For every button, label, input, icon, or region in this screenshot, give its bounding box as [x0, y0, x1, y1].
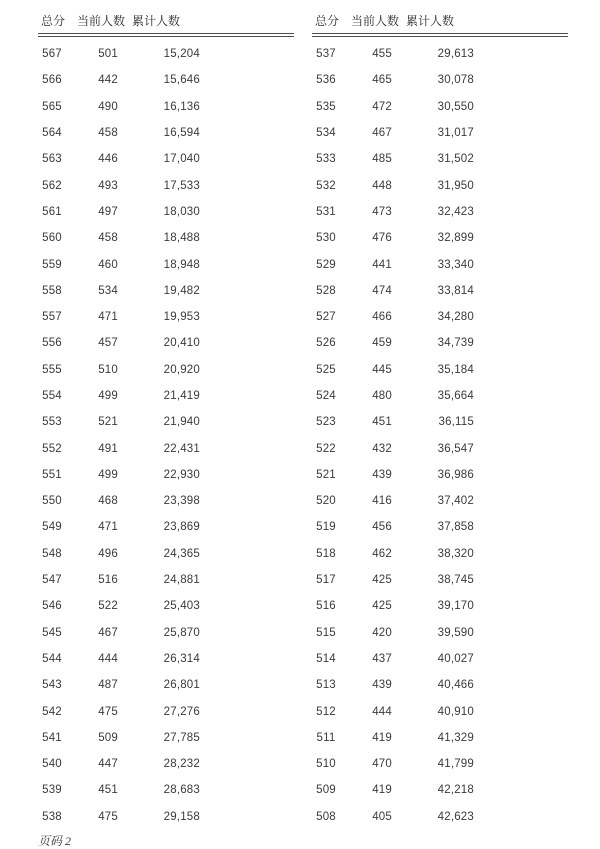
table-row [312, 672, 568, 698]
cumulative-count-cell: 15,204 [163, 48, 200, 61]
current-count-cell: 485 [372, 153, 392, 166]
cumulative-count-cell: 39,590 [437, 626, 474, 639]
cumulative-count-cell: 32,899 [437, 232, 474, 245]
score-cell: 559 [42, 258, 62, 271]
score-cell: 543 [42, 679, 62, 692]
cumulative-count-cell: 21,940 [163, 416, 200, 429]
cumulative-count-cell: 40,466 [437, 679, 474, 692]
cumulative-count-cell: 22,930 [163, 468, 200, 481]
current-count-cell: 476 [372, 232, 392, 245]
table-row [312, 278, 568, 304]
current-count-cell: 444 [98, 652, 118, 665]
current-count-cell: 467 [372, 127, 392, 140]
cumulative-count-cell: 25,870 [163, 626, 200, 639]
table-row [312, 462, 568, 488]
table-row [38, 541, 294, 567]
current-count-cell: 447 [98, 758, 118, 771]
current-count-cell: 471 [98, 521, 118, 534]
table-row [312, 751, 568, 777]
current-count-cell: 516 [98, 574, 118, 587]
cumulative-count-cell: 15,646 [163, 74, 200, 87]
current-count-cell: 522 [98, 600, 118, 613]
score-cell: 521 [316, 468, 336, 481]
table-row [312, 541, 568, 567]
current-count-cell: 480 [372, 390, 392, 402]
score-cell: 540 [42, 758, 62, 771]
score-cell: 563 [42, 153, 62, 166]
table-row [312, 330, 568, 356]
current-count-cell: 501 [98, 48, 118, 61]
cumulative-count-cell: 33,340 [437, 258, 474, 271]
score-cell: 537 [316, 48, 336, 61]
current-count-cell: 432 [372, 442, 392, 455]
header-score: 总分 [315, 14, 340, 28]
table-header-row [38, 12, 294, 29]
cumulative-count-cell: 31,502 [437, 153, 474, 166]
cumulative-count-cell: 34,739 [437, 337, 474, 350]
cumulative-count-cell: 29,613 [437, 48, 474, 61]
current-count-cell: 444 [372, 705, 392, 718]
current-count-cell: 499 [98, 468, 118, 481]
score-table-right [312, 12, 568, 830]
current-count-cell: 460 [98, 258, 118, 271]
cumulative-count-cell: 42,218 [437, 784, 474, 797]
header-current-count: 当前人数 [77, 14, 126, 28]
current-count-cell: 474 [372, 284, 392, 297]
table-row [38, 146, 294, 172]
score-cell: 509 [316, 784, 336, 797]
cumulative-count-cell: 37,402 [437, 495, 474, 508]
cumulative-count-cell: 24,881 [163, 574, 200, 587]
score-cell: 542 [42, 705, 62, 718]
table-row [312, 488, 568, 514]
cumulative-count-cell: 21,419 [163, 390, 200, 402]
score-cell: 525 [316, 363, 336, 376]
score-cell: 566 [42, 74, 62, 87]
score-cell: 531 [316, 205, 336, 218]
cumulative-count-cell: 26,801 [163, 679, 200, 692]
header-score: 总分 [41, 14, 66, 28]
cumulative-count-cell: 22,431 [163, 442, 200, 455]
cumulative-count-cell: 23,398 [163, 495, 200, 508]
score-cell: 555 [42, 363, 62, 376]
current-count-cell: 451 [372, 416, 392, 429]
table-row [312, 804, 568, 830]
current-count-cell: 462 [372, 547, 392, 560]
cumulative-count-cell: 29,158 [163, 810, 200, 823]
cumulative-count-cell: 19,953 [163, 311, 200, 324]
table-row [38, 67, 294, 93]
current-count-cell: 465 [372, 74, 392, 87]
cumulative-count-cell: 18,030 [163, 205, 200, 218]
header-cumulative-count: 累计人数 [406, 14, 455, 28]
score-cell: 508 [316, 810, 336, 823]
table-row [312, 725, 568, 751]
score-cell: 518 [316, 547, 336, 560]
current-count-cell: 419 [372, 784, 392, 797]
score-cell: 549 [42, 521, 62, 534]
cumulative-count-cell: 17,533 [163, 179, 200, 192]
cumulative-count-cell: 23,869 [163, 521, 200, 534]
score-cell: 547 [42, 574, 62, 587]
current-count-cell: 441 [372, 258, 392, 271]
table-row [312, 514, 568, 540]
score-cell: 553 [42, 416, 62, 429]
table-row [38, 567, 294, 593]
table-row [38, 751, 294, 777]
current-count-cell: 458 [98, 232, 118, 245]
current-count-cell: 451 [98, 784, 118, 797]
header-cumulative-count: 累计人数 [132, 14, 181, 28]
current-count-cell: 509 [98, 731, 118, 744]
table-row [312, 94, 568, 120]
table-row [38, 172, 294, 198]
current-count-cell: 491 [98, 442, 118, 455]
current-count-cell: 471 [98, 311, 118, 324]
cumulative-count-cell: 26,314 [163, 652, 200, 665]
score-cell: 515 [316, 626, 336, 639]
cumulative-count-cell: 36,115 [438, 416, 474, 429]
cumulative-count-cell: 28,232 [163, 758, 200, 771]
cumulative-count-cell: 27,276 [163, 705, 200, 718]
cumulative-count-cell: 16,136 [163, 100, 200, 113]
score-cell: 539 [42, 784, 62, 797]
current-count-cell: 405 [372, 810, 392, 823]
table-row [312, 251, 568, 277]
header-double-rule [38, 33, 294, 37]
table-row [38, 120, 294, 146]
current-count-cell: 534 [98, 284, 118, 297]
table-row [38, 357, 294, 383]
table-row [38, 462, 294, 488]
cumulative-count-cell: 19,482 [163, 284, 200, 297]
current-count-cell: 470 [372, 758, 392, 771]
score-cell: 511 [316, 731, 336, 744]
current-count-cell: 475 [98, 705, 118, 718]
table-row [38, 777, 294, 803]
current-count-cell: 457 [98, 337, 118, 350]
current-count-cell: 496 [98, 547, 118, 560]
cumulative-count-cell: 33,814 [437, 284, 474, 297]
cumulative-count-cell: 18,948 [163, 258, 200, 271]
table-row [38, 593, 294, 619]
score-cell: 535 [316, 100, 336, 113]
cumulative-count-cell: 30,550 [437, 100, 474, 113]
page-number: 页码 2 [38, 833, 72, 848]
current-count-cell: 472 [372, 100, 392, 113]
score-cell: 523 [316, 416, 336, 429]
score-cell: 533 [316, 153, 336, 166]
table-row [38, 672, 294, 698]
cumulative-count-cell: 20,920 [163, 363, 200, 376]
score-cell: 524 [316, 390, 336, 402]
table-row [38, 514, 294, 540]
score-cell: 556 [42, 337, 62, 350]
current-count-cell: 497 [98, 205, 118, 218]
score-cell: 534 [316, 127, 336, 140]
current-count-cell: 521 [98, 416, 118, 429]
score-cell: 546 [42, 600, 62, 613]
current-count-cell: 490 [98, 100, 118, 113]
table-row [312, 172, 568, 198]
table-row [312, 567, 568, 593]
score-cell: 517 [316, 574, 336, 587]
cumulative-count-cell: 38,745 [437, 574, 474, 587]
table-row [312, 777, 568, 803]
current-count-cell: 425 [372, 600, 392, 613]
table-row [38, 199, 294, 225]
current-count-cell: 420 [372, 626, 392, 639]
table-row [38, 383, 294, 409]
score-cell: 527 [316, 311, 336, 324]
current-count-cell: 493 [98, 179, 118, 192]
current-count-cell: 439 [372, 468, 392, 481]
cumulative-count-cell: 35,184 [437, 363, 474, 376]
score-cell: 520 [316, 495, 336, 508]
cumulative-count-cell: 18,488 [163, 232, 200, 245]
table-row [312, 593, 568, 619]
cumulative-count-cell: 31,017 [437, 127, 474, 140]
table-row [38, 646, 294, 672]
score-cell: 545 [42, 626, 62, 639]
current-count-cell: 510 [98, 363, 118, 376]
table-row [312, 435, 568, 461]
table-row [312, 199, 568, 225]
cumulative-count-cell: 36,547 [437, 442, 474, 455]
score-cell: 561 [42, 205, 62, 218]
cumulative-count-cell: 42,623 [437, 810, 474, 823]
table-row [38, 804, 294, 830]
table-body [38, 41, 294, 830]
table-row [312, 225, 568, 251]
table-row [38, 488, 294, 514]
current-count-cell: 446 [98, 153, 118, 166]
score-cell: 552 [42, 442, 62, 455]
table-row [312, 67, 568, 93]
current-count-cell: 419 [372, 731, 392, 744]
current-count-cell: 448 [372, 179, 392, 192]
cumulative-count-cell: 17,040 [163, 153, 200, 166]
table-row [38, 278, 294, 304]
cumulative-count-cell: 39,170 [437, 600, 474, 613]
cumulative-count-cell: 32,423 [437, 205, 474, 218]
table-row [312, 357, 568, 383]
score-cell: 516 [316, 600, 336, 613]
current-count-cell: 445 [372, 363, 392, 376]
current-count-cell: 439 [372, 679, 392, 692]
score-cell: 558 [42, 284, 62, 297]
cumulative-count-cell: 35,664 [437, 390, 474, 402]
score-cell: 526 [316, 337, 336, 350]
current-count-cell: 499 [98, 390, 118, 402]
table-row [38, 409, 294, 435]
current-count-cell: 416 [372, 495, 392, 508]
table-row [312, 41, 568, 67]
table-row [312, 383, 568, 409]
score-cell: 536 [316, 74, 336, 87]
current-count-cell: 475 [98, 810, 118, 823]
current-count-cell: 442 [98, 74, 118, 87]
score-cell: 512 [316, 705, 336, 718]
cumulative-count-cell: 28,683 [163, 784, 200, 797]
score-cell: 514 [316, 652, 336, 665]
score-cell: 519 [316, 521, 336, 534]
cumulative-count-cell: 16,594 [163, 127, 200, 140]
current-count-cell: 425 [372, 574, 392, 587]
score-cell: 541 [42, 731, 62, 744]
header-double-rule [312, 33, 568, 37]
score-cell: 557 [42, 311, 62, 324]
table-row [312, 409, 568, 435]
current-count-cell: 458 [98, 127, 118, 140]
cumulative-count-cell: 31,950 [437, 179, 474, 192]
current-count-cell: 468 [98, 495, 118, 508]
table-header-row [312, 12, 568, 29]
cumulative-count-cell: 36,986 [437, 468, 474, 481]
table-row [38, 94, 294, 120]
score-cell: 513 [316, 679, 336, 692]
score-cell: 544 [42, 652, 62, 665]
table-row [312, 120, 568, 146]
cumulative-count-cell: 41,329 [437, 731, 474, 744]
score-cell: 528 [316, 284, 336, 297]
score-cell: 530 [316, 232, 336, 245]
current-count-cell: 459 [372, 337, 392, 350]
table-row [38, 698, 294, 724]
current-count-cell: 466 [372, 311, 392, 324]
table-row [38, 620, 294, 646]
cumulative-count-cell: 20,410 [163, 337, 200, 350]
cumulative-count-cell: 30,078 [437, 74, 474, 87]
cumulative-count-cell: 27,785 [163, 731, 200, 744]
cumulative-count-cell: 24,365 [163, 547, 200, 560]
cumulative-count-cell: 37,858 [437, 521, 474, 534]
cumulative-count-cell: 38,320 [437, 547, 474, 560]
table-row [38, 41, 294, 67]
table-row [312, 620, 568, 646]
table-row [312, 304, 568, 330]
score-cell: 550 [42, 495, 62, 508]
table-row [38, 435, 294, 461]
table-row [38, 304, 294, 330]
current-count-cell: 473 [372, 205, 392, 218]
current-count-cell: 456 [372, 521, 392, 534]
current-count-cell: 487 [98, 679, 118, 692]
cumulative-count-cell: 40,910 [437, 705, 474, 718]
score-cell: 538 [42, 810, 62, 823]
score-cell: 560 [42, 232, 62, 245]
score-table-left [38, 12, 294, 830]
score-cell: 548 [42, 547, 62, 560]
cumulative-count-cell: 25,403 [163, 600, 200, 613]
cumulative-count-cell: 41,799 [437, 758, 474, 771]
score-cell: 532 [316, 179, 336, 192]
current-count-cell: 467 [98, 626, 118, 639]
score-cell: 564 [42, 127, 62, 140]
table-body [312, 41, 568, 830]
cumulative-count-cell: 34,280 [437, 311, 474, 324]
cumulative-count-cell: 40,027 [437, 652, 474, 665]
table-row [38, 225, 294, 251]
score-cell: 565 [42, 100, 62, 113]
score-cell: 510 [316, 758, 336, 771]
table-row [38, 725, 294, 751]
table-row [312, 646, 568, 672]
score-cell: 562 [42, 179, 62, 192]
score-cell: 529 [316, 258, 336, 271]
score-cell: 551 [42, 468, 62, 481]
table-row [312, 146, 568, 172]
header-current-count: 当前人数 [351, 14, 400, 28]
table-row [38, 330, 294, 356]
table-row [38, 251, 294, 277]
score-cell: 567 [42, 48, 62, 61]
table-row [312, 698, 568, 724]
score-cell: 522 [316, 442, 336, 455]
current-count-cell: 437 [372, 652, 392, 665]
current-count-cell: 455 [372, 48, 392, 61]
score-cell: 554 [42, 390, 62, 402]
